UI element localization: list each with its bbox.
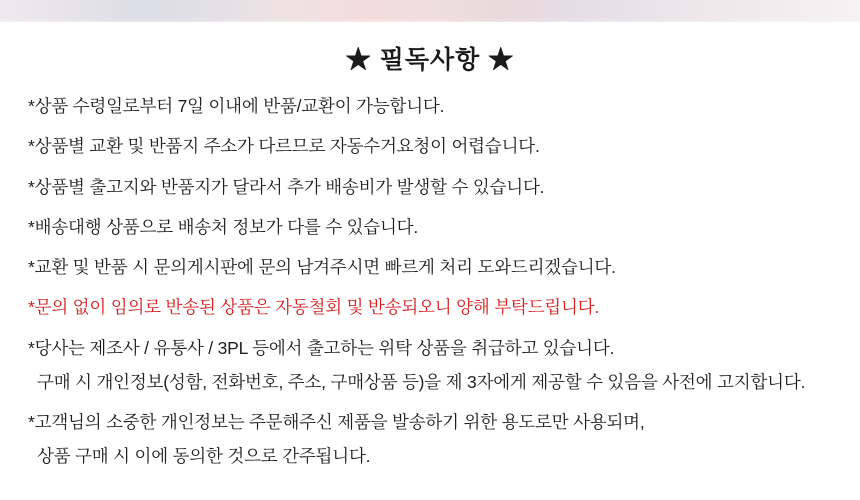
notice-line: *상품 수령일로부터 7일 이내에 반품/교환이 가능합니다.: [28, 96, 445, 116]
notice-line: *교환 및 반품 시 문의게시판에 문의 남겨주시면 빠르게 처리 도와드리겠습니다.: [28, 257, 616, 278]
notice-list: [28, 95, 840, 486]
notice-line: *문의 없이 임의로 반송된 상품은 자동철회 및 반송되오니 양해 부탁드립니다.: [28, 297, 600, 318]
notice-line: *배송대행 상품으로 배송처 정보가 다를 수 있습니다.: [28, 216, 419, 237]
page-title: ★ 필독사항 ★: [345, 46, 515, 74]
notice-line: *상품별 출고지와 반품지가 달라서 추가 배송비가 발생할 수 있습니다.: [28, 176, 545, 197]
notice-line: *당사는 제조사 / 유통사 / 3PL 등에서 출고하는 위탁 상품을 취급하고 있습니다.: [28, 337, 615, 358]
notice-line: 구매 시 개인정보(성함, 전화번호, 주소, 구매상품 등)을 제 3자에게 제공할 수 있음을 사전에 고지합니다.: [37, 371, 806, 392]
notice-line: *상품별 교환 및 반품지 주소가 다르므로 자동수거요청이 어렵습니다.: [28, 136, 540, 157]
notice-line: *고객님의 소중한 개인정보는 주문해주신 제품을 발송하기 위한 용도로만 사용되며,: [28, 412, 645, 433]
notice-line: 상품 구매 시 이에 동의한 것으로 간주됩니다.: [37, 446, 371, 467]
